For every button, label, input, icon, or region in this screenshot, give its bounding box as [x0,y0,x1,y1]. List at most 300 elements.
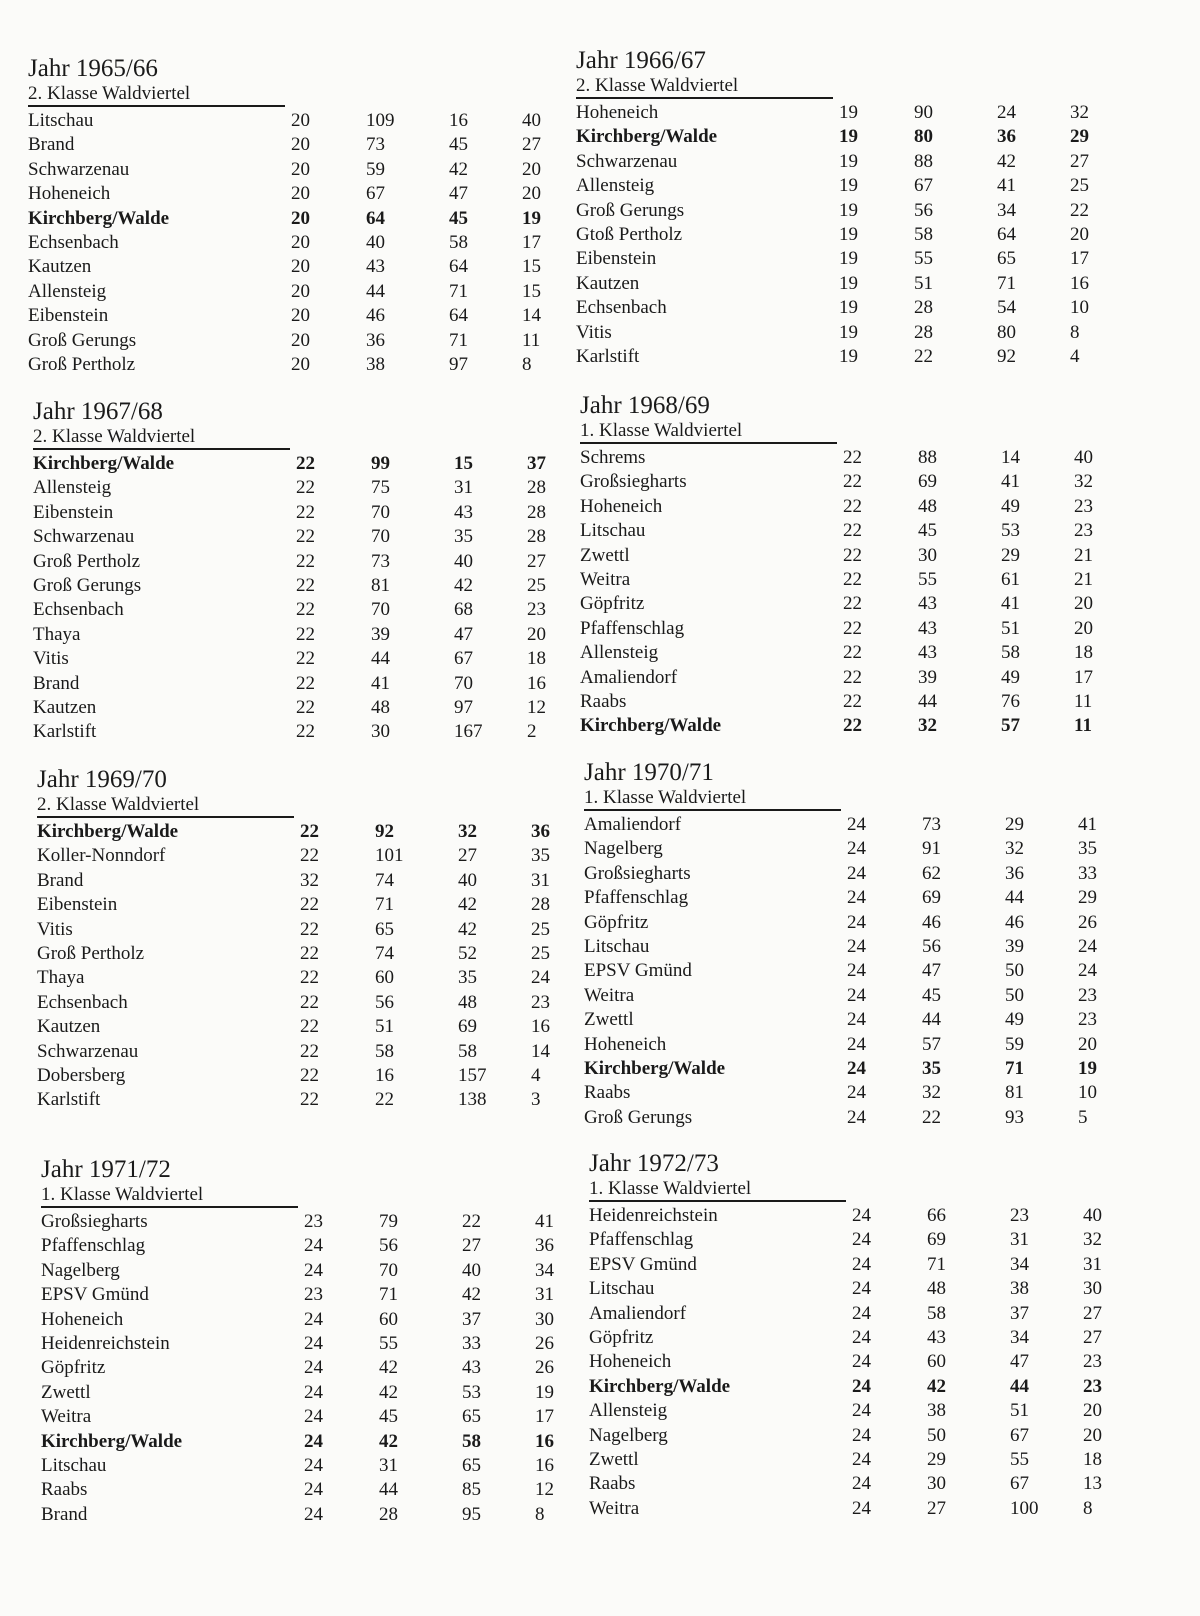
goals-for: 66 [927,1205,946,1226]
table-row [33,696,563,720]
goals-against: 40 [458,869,477,891]
points: 12 [527,697,546,719]
team-name: Kirchberg/Walde [589,1375,731,1397]
goals-for: 55 [914,248,933,270]
games-played: 24 [852,1375,871,1397]
goals-against: 22 [462,1211,481,1232]
team-name: Weitra [584,984,635,1006]
goals-for: 48 [371,697,390,719]
goals-for: 43 [366,256,385,278]
goals-for: 71 [375,894,394,916]
team-name: Echsenbach [576,297,667,319]
standings-table [584,813,1114,1130]
league-name: 1. Klasse Waldviertel [589,1179,846,1202]
goals-against: 54 [997,297,1016,319]
points: 25 [531,943,550,965]
goals-for: 29 [927,1449,946,1471]
table-row [33,720,563,744]
team-name: Amaliendorf [580,666,678,688]
points: 23 [527,599,546,621]
games-played: 22 [296,697,315,719]
team-name: Vitis [33,648,69,670]
points: 27 [522,134,541,156]
team-name: Kirchberg/Walde [41,1430,183,1452]
table-row [584,886,1114,910]
points: 37 [527,453,546,474]
team-name: Kirchberg/Walde [580,715,722,737]
team-name: Groß Pertholz [33,550,141,572]
goals-against: 31 [454,477,473,499]
goals-against: 65 [462,1455,481,1477]
team-name: Groß Gerungs [584,1106,693,1128]
points: 23 [531,991,550,1013]
games-played: 19 [839,272,858,294]
goals-for: 70 [371,501,390,523]
team-name: Pfaffenschlag [584,887,689,909]
points: 10 [1078,1082,1097,1104]
games-played: 24 [852,1351,871,1373]
table-row [28,182,558,206]
table-row [576,296,1106,320]
table-row [41,1283,571,1307]
season-year: Jahr 1968/69 [580,392,710,419]
goals-for: 28 [379,1503,398,1525]
goals-for: 43 [918,617,937,639]
points: 27 [1083,1327,1102,1349]
team-name: Kautzen [28,256,92,278]
games-played: 22 [300,894,319,916]
season-year: Jahr 1967/68 [33,398,163,425]
goals-for: 40 [366,232,385,254]
goals-against: 31 [1010,1229,1029,1251]
goals-for: 42 [379,1430,398,1452]
league-name: 2. Klasse Waldviertel [28,84,285,107]
team-name: Thaya [37,967,85,989]
team-name: Hoheneich [589,1351,672,1373]
goals-against: 64 [449,256,468,278]
points: 35 [531,845,550,867]
team-name: Dobersberg [37,1065,126,1087]
games-played: 22 [296,648,315,670]
goals-against: 59 [1005,1033,1024,1055]
goals-for: 60 [379,1308,398,1330]
points: 25 [527,575,546,597]
goals-for: 46 [922,911,941,933]
games-played: 22 [300,943,319,965]
games-played: 23 [304,1211,323,1232]
goals-for: 71 [379,1284,398,1306]
team-name: Raabs [580,691,627,713]
goals-against: 48 [458,991,477,1013]
table-row [576,199,1106,223]
goals-against: 52 [458,943,477,965]
table-row [33,525,563,549]
team-name: Gtoß Pertholz [576,224,683,246]
team-name: Weitra [589,1497,640,1519]
league-name: 2. Klasse Waldviertel [576,76,833,99]
points: 19 [535,1381,554,1403]
points: 8 [1083,1497,1093,1519]
points: 29 [1070,126,1089,148]
points: 28 [527,526,546,548]
points: 41 [535,1211,554,1232]
goals-for: 92 [375,821,394,842]
team-name: Hoheneich [41,1308,124,1330]
goals-for: 44 [379,1479,398,1501]
goals-for: 44 [922,1009,941,1031]
table-row [576,247,1106,271]
table-row [33,598,563,622]
goals-against: 16 [449,110,468,131]
games-played: 32 [300,869,319,891]
games-played: 22 [843,544,862,566]
games-played: 24 [304,1259,323,1281]
games-played: 22 [843,495,862,517]
goals-against: 27 [458,845,477,867]
table-row [584,984,1114,1008]
goals-against: 51 [1010,1400,1029,1422]
goals-against: 53 [1001,520,1020,542]
games-played: 24 [852,1400,871,1422]
goals-against: 42 [454,575,473,597]
points: 20 [1078,1033,1097,1055]
goals-against: 29 [1005,814,1024,835]
points: 28 [527,501,546,523]
games-played: 24 [847,1106,866,1128]
goals-for: 67 [366,183,385,205]
goals-against: 43 [462,1357,481,1379]
goals-against: 42 [458,894,477,916]
points: 21 [1074,544,1093,566]
points: 27 [1070,150,1089,172]
table-row [580,592,1110,616]
season-block [580,391,1110,739]
goals-for: 62 [922,862,941,884]
games-played: 20 [291,280,310,302]
season-year: Jahr 1970/71 [584,759,714,786]
goals-against: 68 [454,599,473,621]
team-name: Göpfritz [589,1327,654,1349]
goals-against: 57 [1001,715,1020,737]
points: 40 [1083,1205,1102,1226]
table-row [37,1015,567,1039]
season-block [28,54,558,377]
goals-against: 45 [449,207,468,229]
games-played: 22 [300,1016,319,1038]
goals-for: 45 [918,520,937,542]
games-played: 19 [839,102,858,123]
points: 25 [1070,175,1089,197]
points: 28 [527,477,546,499]
team-name: Zwettl [580,544,630,566]
team-name: Hoheneich [576,102,659,123]
games-played: 22 [296,575,315,597]
games-played: 22 [296,550,315,572]
goals-against: 95 [462,1503,481,1525]
points: 11 [1074,715,1092,737]
goals-against: 41 [1001,471,1020,493]
goals-for: 69 [918,471,937,493]
points: 14 [522,305,541,327]
games-played: 24 [847,1009,866,1031]
team-name: Allensteig [33,477,112,499]
team-name: Schwarzenau [33,526,135,548]
games-played: 24 [852,1497,871,1519]
goals-for: 60 [927,1351,946,1373]
goals-against: 67 [1010,1424,1029,1446]
points: 20 [522,158,541,180]
games-played: 19 [839,248,858,270]
games-played: 22 [843,691,862,713]
goals-against: 43 [454,501,473,523]
goals-for: 74 [375,869,394,891]
games-played: 24 [304,1357,323,1379]
table-row [41,1308,571,1332]
points: 24 [1078,936,1097,958]
table-row [589,1497,1119,1521]
goals-for: 43 [918,593,937,615]
games-played: 24 [852,1205,871,1226]
games-played: 22 [300,918,319,940]
games-played: 19 [839,150,858,172]
points: 35 [1078,838,1097,860]
league-name: 1. Klasse Waldviertel [41,1185,298,1208]
games-played: 19 [839,126,858,148]
goals-against: 65 [997,248,1016,270]
goals-for: 74 [375,943,394,965]
team-name: Nagelberg [589,1424,668,1446]
goals-against: 33 [462,1333,481,1355]
goals-for: 65 [375,918,394,940]
team-name: Groß Pertholz [37,943,145,965]
table-row [580,714,1110,738]
team-name: Göpfritz [41,1357,106,1379]
goals-against: 14 [1001,447,1020,468]
team-name: Litschau [28,110,94,131]
table-row [41,1356,571,1380]
team-name: Kirchberg/Walde [584,1058,726,1080]
table-row [33,452,563,476]
table-row [580,690,1110,714]
team-name: Groß Gerungs [33,575,142,597]
league-name: 2. Klasse Waldviertel [33,427,290,450]
team-name: Litschau [589,1278,655,1300]
games-played: 24 [847,911,866,933]
table-row [28,255,558,279]
team-name: EPSV Gmünd [589,1253,697,1275]
standings-table [37,820,567,1113]
team-name: Eibenstein [576,248,657,270]
points: 2 [527,721,537,743]
team-name: Eibenstein [37,894,118,916]
games-played: 19 [839,321,858,343]
team-name: Zwettl [584,1009,634,1031]
goals-for: 46 [366,305,385,327]
points: 23 [1078,984,1097,1006]
goals-against: 71 [1005,1058,1024,1080]
league-name: 2. Klasse Waldviertel [37,795,294,818]
points: 17 [535,1406,554,1428]
games-played: 20 [291,183,310,205]
points: 17 [522,232,541,254]
goals-against: 93 [1005,1106,1024,1128]
goals-against: 42 [458,918,477,940]
goals-against: 35 [454,526,473,548]
points: 15 [522,256,541,278]
goals-against: 49 [1005,1009,1024,1031]
team-name: Pfaffenschlag [41,1235,146,1257]
team-name: Hoheneich [584,1033,667,1055]
goals-for: 48 [927,1278,946,1300]
games-played: 22 [300,1089,319,1111]
games-played: 24 [847,838,866,860]
team-name: Groß Gerungs [576,199,685,221]
goals-for: 42 [379,1381,398,1403]
table-row [580,544,1110,568]
table-row [584,862,1114,886]
goals-for: 28 [914,297,933,319]
team-name: Hoheneich [28,183,111,205]
goals-against: 34 [997,199,1016,221]
goals-for: 31 [379,1455,398,1477]
table-row [41,1478,571,1502]
points: 34 [535,1259,554,1281]
points: 30 [1083,1278,1102,1300]
table-row [589,1253,1119,1277]
games-played: 24 [852,1327,871,1349]
table-row [584,1081,1114,1105]
table-row [28,353,558,377]
goals-against: 97 [454,697,473,719]
table-row [589,1375,1119,1399]
table-row [580,495,1110,519]
points: 16 [527,672,546,694]
goals-for: 55 [379,1333,398,1355]
goals-for: 35 [922,1058,941,1080]
games-played: 22 [300,991,319,1013]
games-played: 19 [839,224,858,246]
games-played: 20 [291,329,310,351]
goals-against: 44 [1005,887,1024,909]
goals-for: 45 [379,1406,398,1428]
points: 16 [1070,272,1089,294]
games-played: 22 [843,520,862,542]
team-name: Karlstift [37,1089,101,1111]
team-name: EPSV Gmünd [584,960,692,982]
points: 23 [1078,1009,1097,1031]
points: 31 [531,869,550,891]
team-name: Heidenreichstein [41,1333,170,1355]
games-played: 24 [304,1381,323,1403]
table-row [28,207,558,231]
goals-against: 35 [458,967,477,989]
goals-for: 44 [918,691,937,713]
goals-for: 38 [366,354,385,376]
team-name: Litschau [584,936,650,958]
games-played: 22 [843,642,862,664]
team-name: Echsenbach [28,232,119,254]
team-name: Großsiegharts [584,862,691,884]
goals-for: 71 [927,1253,946,1275]
goals-against: 38 [1010,1278,1029,1300]
table-row [580,519,1110,543]
team-name: Brand [41,1503,88,1525]
team-name: Nagelberg [584,838,663,860]
goals-against: 53 [462,1381,481,1403]
games-played: 22 [296,526,315,548]
games-played: 24 [852,1473,871,1495]
points: 4 [531,1065,541,1087]
season-block [37,765,567,1113]
goals-against: 80 [997,321,1016,343]
goals-for: 41 [371,672,390,694]
table-row [37,918,567,942]
points: 23 [1074,520,1093,542]
table-row [589,1350,1119,1374]
goals-against: 24 [997,102,1016,123]
table-row [41,1259,571,1283]
table-row [28,329,558,353]
goals-against: 40 [454,550,473,572]
goals-against: 32 [458,821,477,842]
points: 16 [535,1430,554,1452]
games-played: 24 [852,1229,871,1251]
points: 33 [1078,862,1097,884]
table-row [41,1234,571,1258]
games-played: 22 [843,715,862,737]
goals-for: 69 [922,887,941,909]
team-name: Weitra [580,569,631,591]
table-row [584,1106,1114,1130]
games-played: 24 [847,1058,866,1080]
games-played: 24 [847,960,866,982]
goals-for: 16 [375,1065,394,1087]
points: 16 [531,1016,550,1038]
points: 20 [522,183,541,205]
games-played: 19 [839,346,858,368]
team-name: Großsiegharts [580,471,687,493]
goals-against: 58 [458,1040,477,1062]
goals-for: 101 [375,845,404,867]
points: 11 [1074,691,1093,713]
goals-for: 38 [927,1400,946,1422]
team-name: Kirchberg/Walde [576,126,718,148]
standings-table [589,1204,1119,1521]
team-name: Groß Pertholz [28,354,136,376]
team-name: Allensteig [589,1400,668,1422]
goals-for: 91 [922,838,941,860]
games-played: 22 [300,821,319,842]
table-row [589,1326,1119,1350]
table-row [37,966,567,990]
points: 26 [535,1357,554,1379]
goals-for: 57 [922,1033,941,1055]
goals-for: 67 [914,175,933,197]
table-row [41,1405,571,1429]
goals-for: 56 [375,991,394,1013]
games-played: 24 [304,1503,323,1525]
goals-against: 32 [1005,838,1024,860]
table-row [580,641,1110,665]
team-name: Schwarzenau [37,1040,139,1062]
games-played: 24 [852,1449,871,1471]
goals-for: 59 [366,158,385,180]
goals-for: 42 [927,1375,946,1397]
team-name: Kautzen [37,1016,101,1038]
table-row [41,1430,571,1454]
points: 21 [1074,569,1093,591]
goals-against: 27 [462,1235,481,1257]
